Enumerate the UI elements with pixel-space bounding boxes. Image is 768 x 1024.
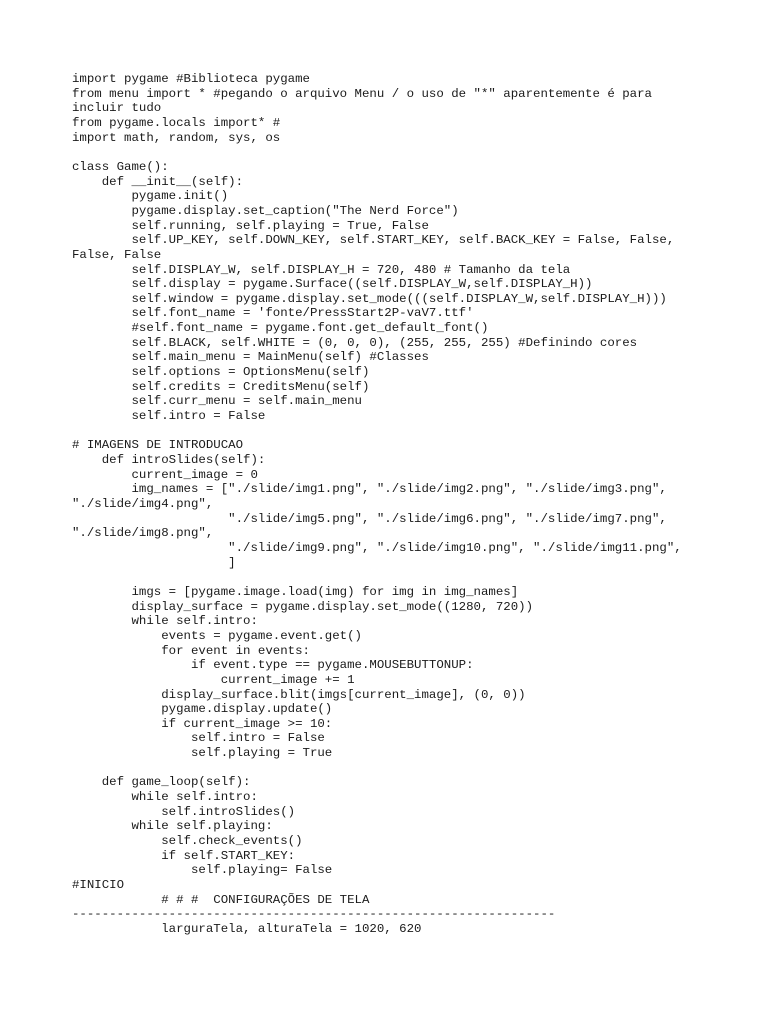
code-line: incluir tudo — [72, 101, 162, 116]
code-line: #INICIO — [72, 878, 125, 893]
code-line: self.introSlides() — [72, 804, 296, 819]
code-line: while self.intro: — [72, 790, 258, 805]
code-line: larguraTela, alturaTela = 1020, 620 — [72, 922, 422, 936]
code-line — [72, 145, 682, 160]
code-line: def introSlides(self): — [72, 453, 266, 468]
code-line: display_surface.blit(imgs[current_image], (0, 0)) — [72, 687, 526, 702]
code-line: "./slide/img8.png", — [72, 526, 214, 541]
code-line: imgs = [pygame.image.load(img) for img in img_names] — [72, 584, 519, 599]
code-line: self.intro = False — [72, 731, 325, 746]
code-line: # IMAGENS DE INTRODUCAO — [72, 438, 244, 453]
code-line: if current_image >= 10: — [72, 716, 333, 731]
code-line: pygame.init() — [72, 189, 229, 204]
code-line: while self.playing: — [72, 819, 273, 834]
code-line: current_image += 1 — [72, 672, 355, 687]
code-line: events = pygame.event.get() — [72, 628, 362, 643]
code-line: pygame.display.set_caption("The Nerd Force") — [72, 203, 459, 218]
code-line: import math, random, sys, os — [72, 130, 281, 145]
code-line: "./slide/img5.png", "./slide/img6.png", "./slide/img7.png", — [72, 511, 667, 526]
code-line: from pygame.locals import* # — [72, 115, 281, 130]
code-line: self.playing= False — [72, 863, 333, 878]
code-line — [72, 761, 682, 776]
code-line: self.BLACK, self.WHITE = (0, 0, 0), (255, 255, 255) #Definindo cores — [72, 335, 638, 350]
code-line: ] — [72, 555, 236, 570]
code-line: img_names = ["./slide/img1.png", "./slide/img2.png", "./slide/img3.png", — [72, 482, 667, 497]
code-line: if self.START_KEY: — [72, 848, 296, 863]
code-line: self.main_menu = MainMenu(self) #Classes — [72, 350, 429, 365]
code-line: self.DISPLAY_W, self.DISPLAY_H = 720, 480 # Tamanho da tela — [72, 262, 571, 277]
code-line: self.credits = CreditsMenu(self) — [72, 379, 370, 394]
code-line: self.display = pygame.Surface((self.DISPLAY_W,self.DISPLAY_H)) — [72, 277, 593, 292]
code-line: self.options = OptionsMenu(self) — [72, 365, 370, 380]
code-line: ----------------------------------------------------------------- — [72, 907, 556, 922]
code-line: from menu import * #pegando o arquivo Menu / o uso de "*" aparentemente é para — [72, 86, 652, 101]
code-line: self.curr_menu = self.main_menu — [72, 394, 362, 409]
code-line — [72, 570, 682, 585]
code-line: self.check_events() — [72, 834, 303, 849]
code-line: if event.type == pygame.MOUSEBUTTONUP: — [72, 658, 474, 673]
code-line: #self.font_name = pygame.font.get_default_font() — [72, 321, 489, 336]
code-line: current_image = 0 — [72, 467, 258, 482]
code-listing — [72, 72, 682, 937]
code-line: class Game(): — [72, 159, 169, 174]
code-line: self.intro = False — [72, 409, 266, 424]
code-line: display_surface = pygame.display.set_mode((1280, 720)) — [72, 599, 534, 614]
code-line: "./slide/img4.png", — [72, 497, 214, 511]
code-line: for event in events: — [72, 643, 310, 658]
code-line: import pygame #Biblioteca pygame — [72, 72, 310, 86]
code-line: self.window = pygame.display.set_mode(((self.DISPLAY_W,self.DISPLAY_H))) — [72, 291, 667, 306]
code-line: self.running, self.playing = True, False — [72, 218, 429, 233]
code-line: self.font_name = 'fonte/PressStart2P-vaV7.ttf' — [72, 306, 474, 321]
code-line: # # # CONFIGURAÇÕES DE TELA — [72, 892, 370, 907]
code-line: def __init__(self): — [72, 174, 244, 189]
code-line: "./slide/img9.png", "./slide/img10.png", "./slide/img11.png", — [72, 540, 682, 555]
code-line: self.UP_KEY, self.DOWN_KEY, self.START_KEY, self.BACK_KEY = False, False, — [72, 233, 675, 248]
code-line: def game_loop(self): — [72, 775, 251, 790]
code-line: while self.intro: — [72, 614, 258, 629]
code-line: pygame.display.update() — [72, 702, 333, 717]
code-line: False, False — [72, 247, 162, 262]
code-line: self.playing = True — [72, 746, 333, 761]
code-line — [72, 424, 682, 439]
